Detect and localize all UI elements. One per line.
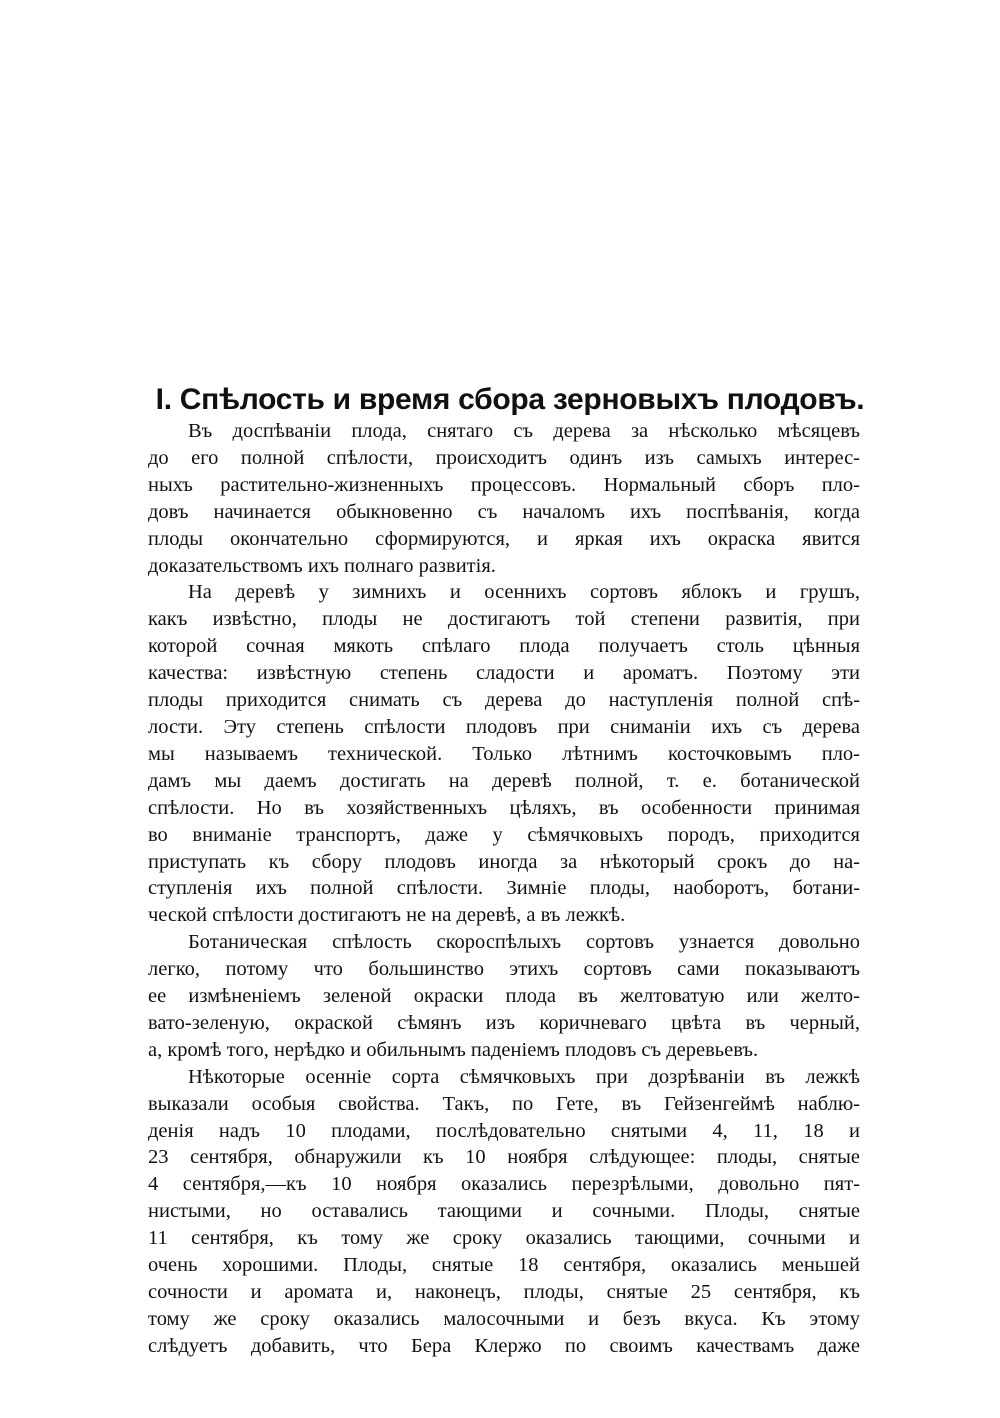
text-line: денія надъ 10 плодами, послѣдовательно снятыми 4, 11, 18 и xyxy=(148,1119,860,1142)
text-line: лости. Эту степень спѣлости плодовъ при сниманіи ихъ съ дерева xyxy=(148,715,860,738)
text-line: во вниманіе транспортъ, даже у сѣмячковыхъ породъ, приходится xyxy=(148,823,860,846)
text-line: спѣлости. Но въ хозяйственныхъ цѣляхъ, въ особенности принимая xyxy=(148,796,860,819)
paragraph xyxy=(148,418,860,579)
text-line: качества: извѣстную степень сладости и ароматъ. Поэтому эти xyxy=(148,662,860,685)
text-line: дамъ мы даемъ достигать на деревѣ полной, т. е. ботанической xyxy=(148,769,860,792)
text-line: ступленія ихъ полной спѣлости. Зимніе плоды, наоборотъ, ботани- xyxy=(148,877,860,900)
text-line: ее измѣненіемъ зеленой окраски плода въ желтоватую или желто- xyxy=(148,985,860,1008)
paragraph xyxy=(148,579,860,929)
text-line: Въ доспѣваніи плода, снятаго съ дерева за нѣсколько мѣсяцевъ xyxy=(188,420,860,442)
text-line: доказательствомъ ихъ полнаго развитія. xyxy=(148,554,496,577)
text-line: 11 сентября, къ тому же сроку оказались тающими, сочными и xyxy=(148,1227,860,1250)
text-line: плоды окончательно сформируются, и яркая ихъ окраска явится xyxy=(148,527,860,550)
text-line: тому же сроку оказались малосочными и безъ вкуса. Къ этому xyxy=(148,1307,860,1330)
text-line: Нѣкоторые осенніе сорта сѣмячковыхъ при дозрѣваніи въ лежкѣ xyxy=(188,1065,860,1088)
text-line: выказали особыя свойства. Такъ, по Гете, въ Гейзенгеймѣ наблю- xyxy=(148,1092,860,1115)
text-line: 23 сентября, обнаружили къ 10 ноября слѣдующее: плоды, снятые xyxy=(148,1146,860,1169)
text-line: которой сочная мякоть спѣлаго плода получаетъ столь цѣнныя xyxy=(148,635,860,658)
text-line: слѣдуетъ добавить, что Бера Клержо по своимъ качествамъ даже xyxy=(148,1334,860,1357)
paragraph xyxy=(148,1064,860,1360)
text-line: до его полной спѣлости, происходитъ одинъ изъ самыхъ интерес- xyxy=(148,446,860,469)
paragraph xyxy=(148,929,860,1064)
text-line: легко, потому что большинство этихъ сортовъ сами показываютъ xyxy=(148,958,860,981)
text-line: нистыми, но оставались тающими и сочными. Плоды, снятые xyxy=(148,1200,860,1223)
text-line: 4 сентября,—къ 10 ноября оказались перезрѣлыми, довольно пят- xyxy=(148,1173,860,1196)
text-line: сочности и аромата и, наконецъ, плоды, снятые 25 сентября, къ xyxy=(148,1281,860,1303)
text-line: какъ извѣстно, плоды не достигаютъ той степени развитія, при xyxy=(148,608,860,631)
text-line: приступать къ сбору плодовъ иногда за нѣкоторый срокъ до на- xyxy=(148,850,860,873)
chapter-body xyxy=(148,418,860,1360)
text-line: ныхъ растительно-жизненныхъ процессовъ. Нормальный сборъ пло- xyxy=(148,473,860,496)
text-line: а, кромѣ того, нерѣдко и обильнымъ паденіемъ плодовъ съ деревьевъ. xyxy=(148,1038,759,1061)
chapter-title: I. Спѣлость и время сбора зерновыхъ плодовъ. xyxy=(155,383,865,417)
text-line: мы называемъ технической. Только лѣтнимъ косточковымъ пло- xyxy=(148,742,860,765)
text-line: довъ начинается обыкновенно съ началомъ ихъ поспѣванія, когда xyxy=(148,500,860,523)
text-line: плоды приходится снимать съ дерева до наступленія полной спѣ- xyxy=(148,689,860,712)
text-line: Ботаническая спѣлость скороспѣлыхъ сортовъ узнается довольно xyxy=(188,931,860,954)
text-line: На деревѣ у зимнихъ и осеннихъ сортовъ яблокъ и грушъ, xyxy=(188,581,860,604)
text-line: очень хорошими. Плоды, снятые 18 сентября, оказались меньшей xyxy=(148,1254,860,1277)
text-line: вато-зеленую, окраской сѣмянъ изъ коричневаго цвѣта въ черный, xyxy=(148,1011,860,1034)
text-line: ческой спѣлости достигаютъ не на деревѣ, а въ лежкѣ. xyxy=(148,904,626,927)
